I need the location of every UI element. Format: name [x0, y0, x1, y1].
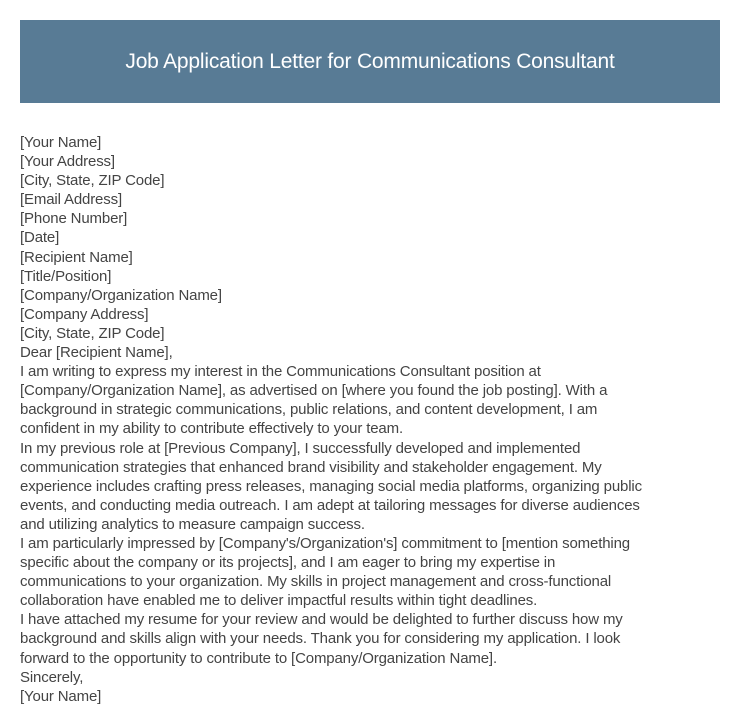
recipient-city: [City, State, ZIP Code] [20, 324, 165, 342]
recipient-address: [Company Address] [20, 305, 149, 323]
letter-date: [Date] [20, 229, 60, 247]
recipient-title: [Title/Position] [20, 267, 112, 285]
header-banner [20, 20, 720, 103]
paragraph-line: I am writing to express my interest in the Communications Consultant position at [20, 363, 541, 381]
paragraph-line: and utilizing analytics to measure campaign success. [20, 515, 365, 533]
paragraph-line: forward to the opportunity to contribute to [Company/Organization Name]. [20, 649, 497, 667]
sender-block [20, 133, 720, 248]
paragraph-line: background and skills align with your needs. Thank you for considering my application. I look [20, 630, 621, 648]
paragraph-line: communications to your organization. My skills in project management and cross-functional [20, 573, 612, 591]
paragraph-line: In my previous role at [Previous Company], I successfully developed and implemented [20, 439, 581, 457]
recipient-name: [Recipient Name] [20, 248, 133, 266]
paragraph-interest [20, 534, 720, 610]
sender-email: [Email Address] [20, 191, 122, 209]
sender-address: [Your Address] [20, 153, 115, 171]
paragraph-intro [20, 362, 720, 438]
salutation: Dear [Recipient Name], [20, 344, 173, 362]
paragraph-line: confident in my ability to contribute effectively to your team. [20, 420, 403, 438]
letter-body [20, 133, 720, 706]
paragraph-line: events, and conducting media outreach. I am adept at tailoring messages for diverse audiences [20, 496, 640, 514]
paragraph-line: collaboration have enabled me to deliver impactful results within tight deadlines. [20, 592, 538, 610]
paragraph-line: experience includes crafting press releases, managing social media platforms, organizing public [20, 477, 642, 495]
recipient-block [20, 248, 720, 343]
paragraph-line: specific about the company or its projects], and I am eager to bring my expertise in [20, 554, 556, 572]
signature: [Your Name] [20, 687, 102, 705]
sender-name: [Your Name] [20, 134, 102, 151]
sender-city: [City, State, ZIP Code] [20, 172, 165, 190]
sender-phone: [Phone Number] [20, 210, 128, 228]
paragraph-closing [20, 610, 720, 667]
closing: Sincerely, [20, 668, 84, 686]
paragraph-experience [20, 439, 720, 534]
paragraph-line: communication strategies that enhanced brand visibility and stakeholder engagement. My [20, 458, 602, 476]
paragraph-line: I have attached my resume for your review and would be delighted to further discuss how my [20, 611, 623, 629]
recipient-company: [Company/Organization Name] [20, 286, 222, 304]
paragraph-line: [Company/Organization Name], as advertised on [where you found the job posting]. With a [20, 382, 608, 400]
paragraph-line: I am particularly impressed by [Company's/Organization's] commitment to [mention something [20, 534, 630, 552]
paragraph-line: background in strategic communications, public relations, and content development, I am [20, 401, 598, 419]
page-title: Job Application Letter for Communications Consultant [125, 49, 615, 73]
